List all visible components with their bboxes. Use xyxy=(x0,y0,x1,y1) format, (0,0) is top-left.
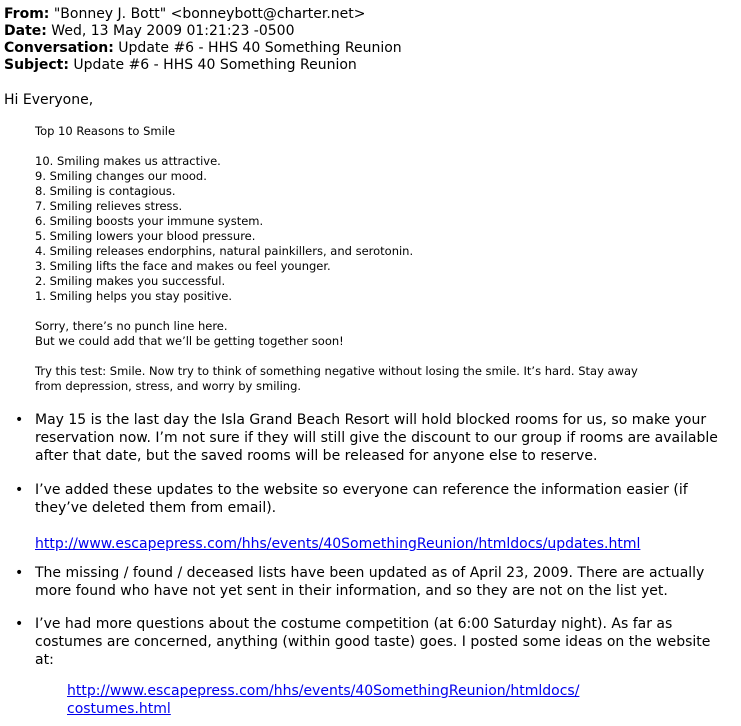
bullet-text: May 15 is the last day the Isla Grand Beach Resort will hold blocked rooms for us, so make your reservation now. I’m not sure if they will still give the discount to our group if rooms are available after that date, but the saved rooms will be released for anyone else to reserve. xyxy=(35,412,718,464)
header-conversation xyxy=(4,40,402,57)
costumes-link-line[interactable]: costumes.html xyxy=(67,701,171,717)
bullet-dot: • xyxy=(15,565,24,581)
header-date-value: Wed, 13 May 2009 01:21:23 -0500 xyxy=(46,23,295,39)
header-from-value: "Bonney J. Bott" <bonneybott@charter.net> xyxy=(49,6,366,22)
reason-item: 2. Smiling makes you successful. xyxy=(35,274,226,288)
header-subject-key: Subject: xyxy=(4,57,69,73)
bullet-item xyxy=(0,481,725,553)
header-subject xyxy=(4,57,402,74)
reason-item: 10. Smiling makes us attractive. xyxy=(35,154,221,168)
reason-item: 9. Smiling changes our mood. xyxy=(35,169,207,183)
header-conversation-value: Update #6 - HHS 40 Something Reunion xyxy=(113,40,402,56)
bullet-item xyxy=(0,615,725,718)
header-from xyxy=(4,6,402,23)
bullet-dot: • xyxy=(15,482,24,498)
bullet-dot: • xyxy=(15,616,24,632)
test-line: from depression, stress, and worry by smiling. xyxy=(35,379,302,393)
reason-item: 3. Smiling lifts the face and makes ou feel younger. xyxy=(35,259,331,273)
header-from-key: From: xyxy=(4,6,50,22)
bullet-list xyxy=(0,411,741,718)
header-subject-value: Update #6 - HHS 40 Something Reunion xyxy=(68,57,357,73)
header-conversation-key: Conversation: xyxy=(4,40,114,56)
bullet-item xyxy=(0,564,725,600)
header-date xyxy=(4,23,402,40)
reason-item: 5. Smiling lowers your blood pressure. xyxy=(35,229,256,243)
reasons-title: Top 10 Reasons to Smile xyxy=(35,124,176,138)
sorry-line: Sorry, there’s no punch line here. xyxy=(35,319,228,333)
bullet-dot: • xyxy=(15,412,24,428)
updates-link[interactable]: http://www.escapepress.com/hhs/events/40SomethingReunion/htmldocs/updates.html xyxy=(35,536,641,552)
costumes-link-line[interactable]: http://www.escapepress.com/hhs/events/40SomethingReunion/htmldocs/ xyxy=(67,683,580,699)
test-line: Try this test: Smile. Now try to think of something negative without losing the smile. It’s hard. Stay away xyxy=(35,364,638,378)
bullet-item xyxy=(0,411,725,465)
bullet-text: The missing / found / deceased lists have been updated as of April 23, 2009. There are actually more found who have not yet sent in their information, and so they are not on the list yet. xyxy=(35,565,705,599)
bullet-text: I’ve had more questions about the costume competition (at 6:00 Saturday night). As far as costumes are concerned, anything (within good taste) goes. I posted some ideas on the website at: xyxy=(35,616,711,668)
reason-item: 8. Smiling is contagious. xyxy=(35,184,176,198)
sorry-line: But we could add that we’ll be getting together soon! xyxy=(35,334,344,348)
email-headers xyxy=(4,6,402,74)
costumes-link-block xyxy=(35,682,725,718)
reasons-list xyxy=(35,154,725,304)
bullet-text: I’ve added these updates to the website so everyone can reference the information easier (if they’ve deleted them from email). xyxy=(35,482,688,516)
reason-item: 1. Smiling helps you stay positive. xyxy=(35,289,233,303)
reason-item: 7. Smiling relieves stress. xyxy=(35,199,183,213)
greeting: Hi Everyone, xyxy=(4,92,94,108)
reason-item: 6. Smiling boosts your immune system. xyxy=(35,214,264,228)
reason-item: 4. Smiling releases endorphins, natural painkillers, and serotonin. xyxy=(35,244,414,258)
header-date-key: Date: xyxy=(4,23,47,39)
quoted-block xyxy=(35,124,725,394)
